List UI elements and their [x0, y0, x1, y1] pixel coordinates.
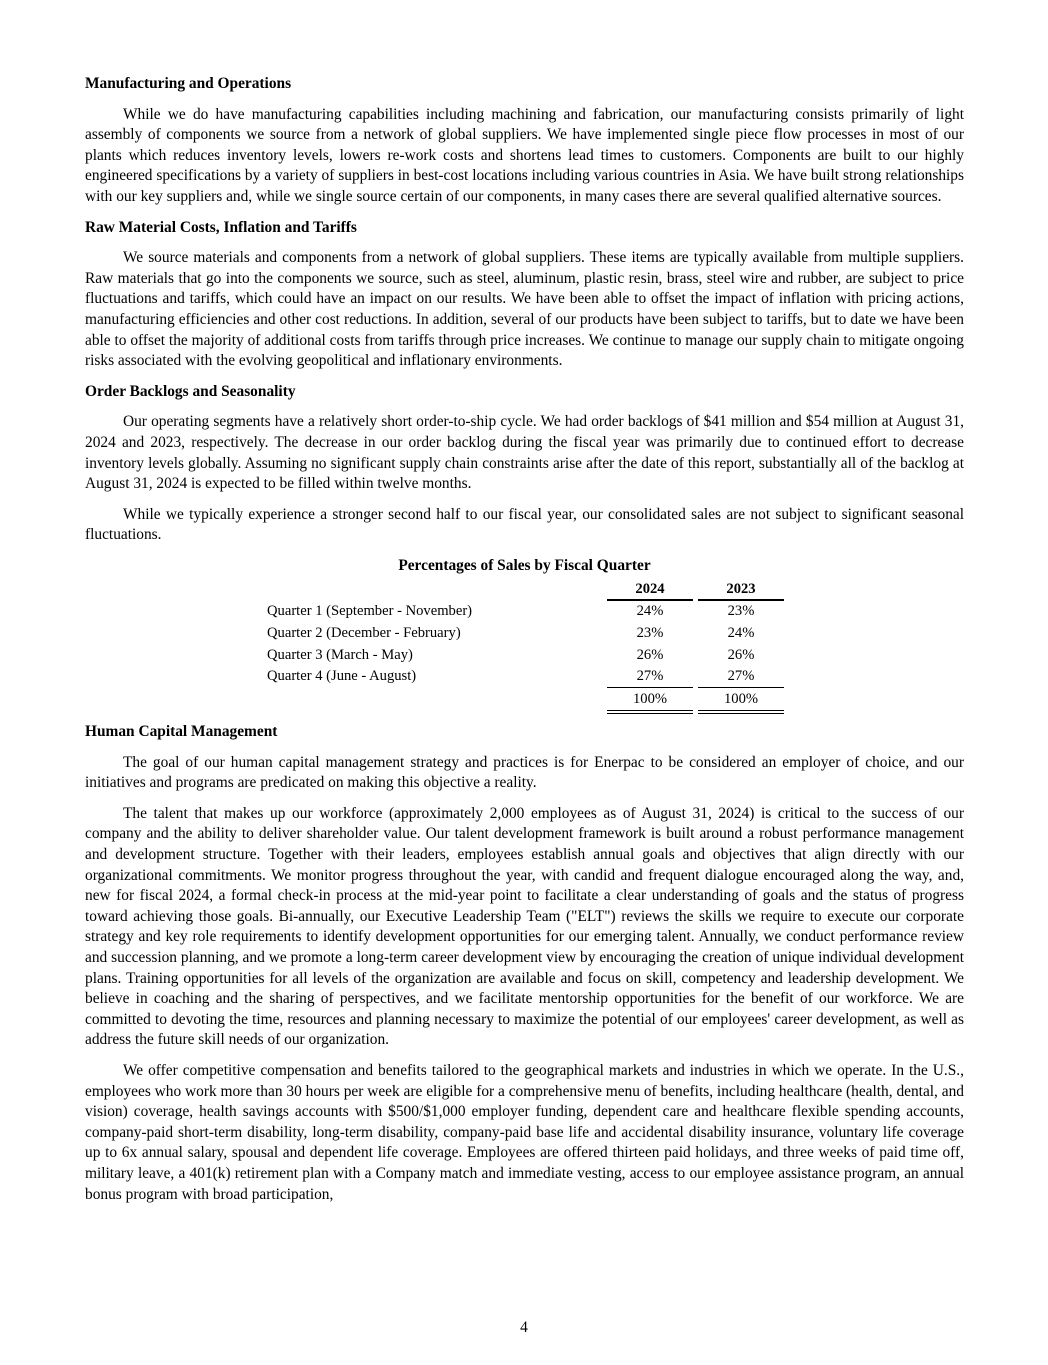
- total-value: 100%: [607, 688, 693, 712]
- sales-by-quarter-table: [85, 556, 964, 714]
- table-total-row: [267, 688, 784, 712]
- column-header: 2024: [607, 578, 693, 600]
- cell-value: 24%: [636, 603, 664, 620]
- paragraph: We offer competitive compensation and benefits tailored to the geographical markets and industries in which we operate. In the U.S., employees who work more than 30 hours per week are eligible for a comprehensive menu of benefits, including healthcare (health, dental, and vision) coverage, health savings accounts with $500/$1,000 employer funding, dependent care and healthcare flexible spending accounts, company-paid short-term disability, long-term disability, company-paid base life and accidental disability insurance, voluntary life coverage up to 6x annual salary, spousal and dependent life coverage. Employees are offered thirteen paid holidays, and three weeks of paid time off, military leave, a 401(k) retirement plan with a Company match and immediate vesting, access to our employee assistance program, an annual bonus program with broad participation,: [85, 1061, 964, 1203]
- paragraph: We source materials and components from a network of global suppliers. These items are typically available from multiple suppliers. Raw materials that go into the components we source, such as steel, aluminum, plastic resin, brass, steel wire and rubber, are subject to price fluctuations and tariffs, which could have an impact on our results. We have been able to offset the impact of inflation with pricing actions, manufacturing efficiencies and other cost reductions. In addition, several of our products have been subject to tariffs, but to date we have been able to offset the majority of additional costs from tariffs through price increases. We continue to manage our supply chain to mitigate ongoing risks associated with the evolving geopolitical and inflationary environments.: [85, 249, 964, 370]
- table-row: [267, 600, 784, 623]
- total-value: 100%: [698, 688, 784, 712]
- section-heading: Raw Material Costs, Inflation and Tariffs: [85, 218, 357, 236]
- section-heading: Manufacturing and Operations: [85, 75, 292, 92]
- row-label: Quarter 2 (December - February): [267, 624, 461, 641]
- table-row: [267, 666, 784, 688]
- column-header: 2023: [698, 578, 784, 600]
- cell-value: 26%: [727, 646, 755, 663]
- cell-value: 26%: [636, 646, 664, 663]
- cell-value: 27%: [607, 666, 693, 688]
- cell-value: 24%: [727, 624, 755, 641]
- cell-value: 23%: [636, 624, 664, 641]
- page-number: 4: [520, 1319, 528, 1336]
- table-row: [267, 623, 784, 645]
- row-label: Quarter 3 (March - May): [267, 646, 413, 663]
- cell-value: 27%: [698, 666, 784, 688]
- paragraph: While we typically experience a stronger second half to our fiscal year, our consolidated sales are not subject to significant seasonal fluctuations.: [85, 505, 964, 544]
- row-label: Quarter 1 (September - November): [267, 602, 473, 619]
- row-label: Quarter 4 (June - August): [267, 668, 417, 685]
- table-row: [267, 644, 784, 666]
- section-heading: Order Backlogs and Seasonality: [85, 382, 296, 400]
- document-page: [85, 74, 964, 1215]
- paragraph: The goal of our human capital management strategy and practices is for Enerpac to be considered an employer of choice, and our initiatives and programs are predicated on making this objective a reality.: [85, 753, 964, 792]
- table-header-row: [267, 578, 784, 600]
- paragraph: The talent that makes up our workforce (approximately 2,000 employees as of August 31, 2024) is critical to the success of our company and the ability to deliver shareholder value. Our talent development framework is built around a robust performance management and development structure. Together with their leaders, employees establish annual goals and objectives that align directly with our organizational commitments. We monitor progress throughout the year, with candid and frequent dialogue encouraged along the way, and, new for fiscal 2024, a formal check-in process at the mid-year point to facilitate a clear understanding of goals and the status of progress toward achieving those goals. Bi-annually, our Executive Leadership Team ("ELT") reviews the skills we require to execute our corporate strategy and key role requirements to identify development opportunities for our emerging talent. Annually, we conduct performance review and succession planning, and we promote a long-term career development view by encouraging the creation of unique individual development plans. Training opportunities for all levels of the organization are available and focus on skill, competency and leadership development. We believe in coaching and the sharing of perspectives, and we facilitate mentorship opportunities for the benefit of our workforce. We are committed to devoting the time, resources and planning necessary to maximize the potential of our employees' career development, as well as address the future skill needs of our organization.: [85, 804, 964, 1049]
- section-heading: Human Capital Management: [85, 723, 278, 741]
- cell-value: 23%: [727, 603, 755, 620]
- paragraph: Our operating segments have a relatively short order-to-ship cycle. We had order backlogs of $41 million and $54 million at August 31, 2024 and 2023, respectively. The decrease in our order backlog during the fiscal year was primarily due to continued effort to decrease inventory levels globally. Assuming no significant supply chain constraints arise after the date of this report, substantially all of the backlog at August 31, 2024 is expected to be filled within twelve months.: [85, 413, 964, 493]
- table-title: Percentages of Sales by Fiscal Quarter: [398, 556, 651, 574]
- paragraph: While we do have manufacturing capabilities including machining and fabrication, our manufacturing consists primarily of light assembly of components we source from a network of global suppliers. We have implemented single piece flow processes in most of our plants which reduces inventory levels, lowers re-work costs and shortens lead times to customers. Components are built to our highly engineered specifications by a variety of suppliers in best-cost locations including various countries in Asia. We have built strong relationships with our key suppliers and, while we single source certain of our components, in many cases there are several qualified alternative sources.: [85, 105, 964, 205]
